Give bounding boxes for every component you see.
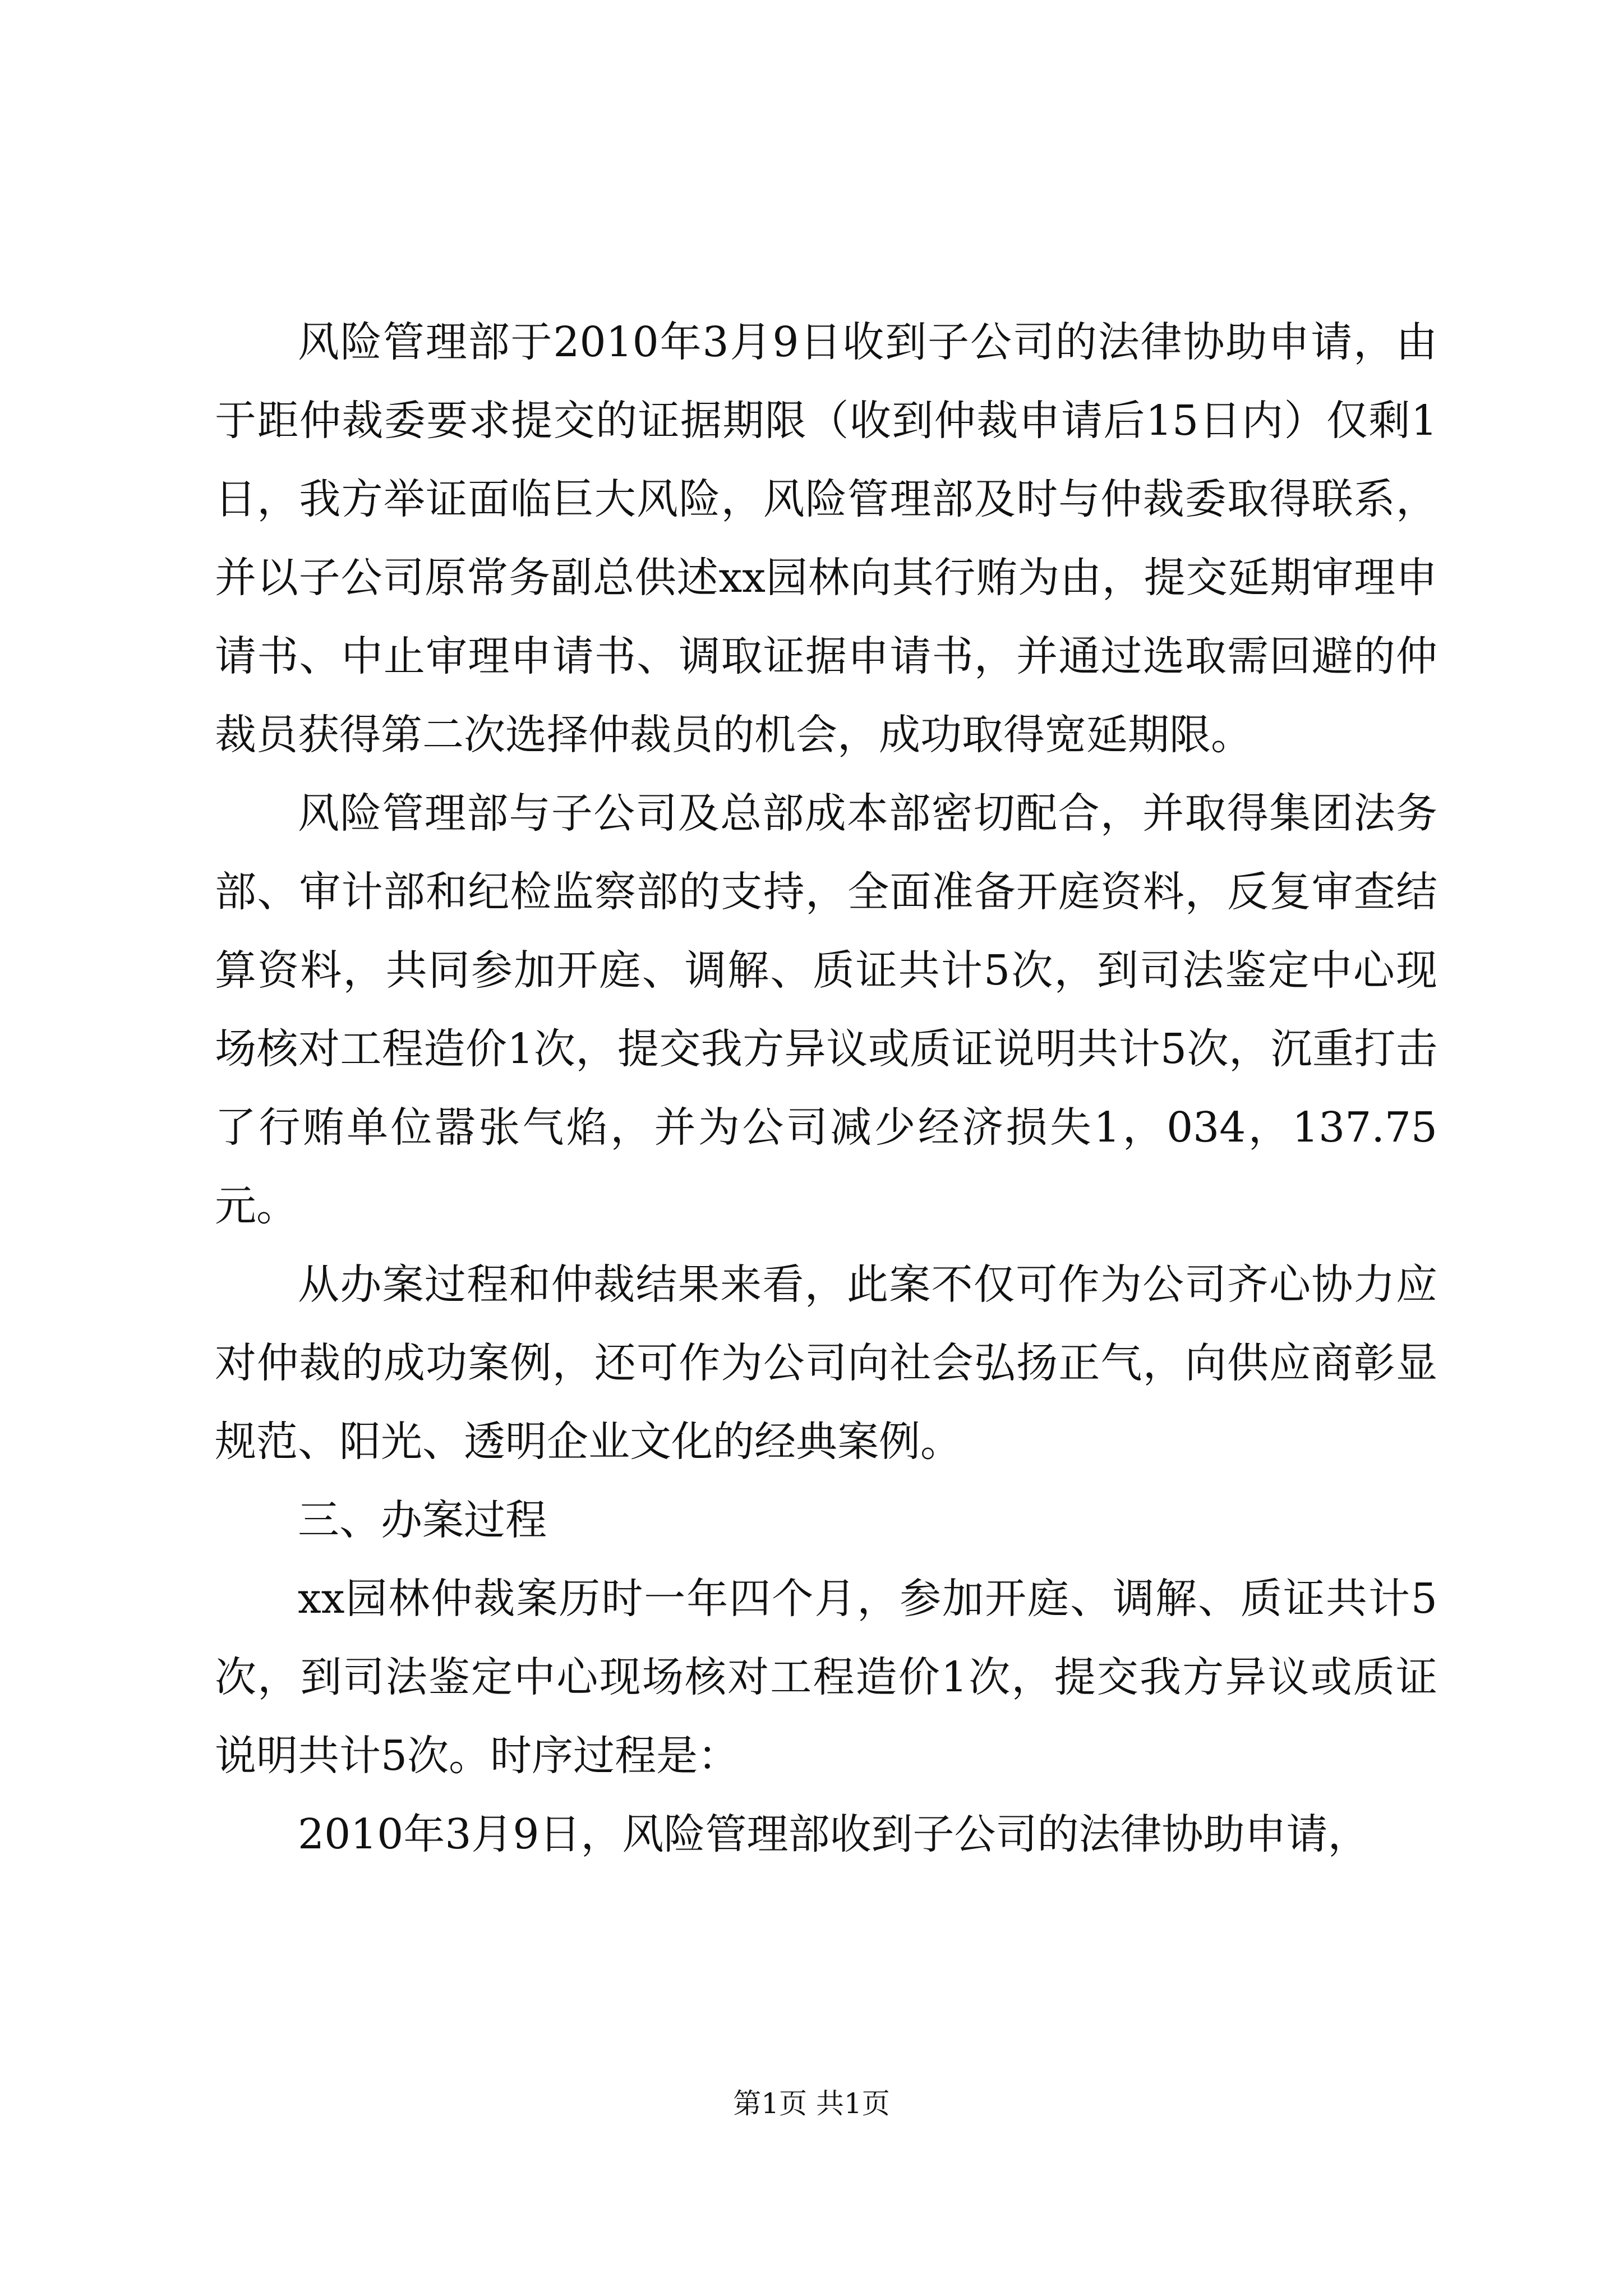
paragraph-evidence-deadline: 风险管理部于2010年3月9日收到子公司的法律协助申请，由于距仲裁委要求提交的证据期限（收到仲裁申请后15日内）仅剩1日，我方举证面临巨大风险，风险管理部及时与仲裁委取得联系，并以子公司原常务副总供述xx园林向其行贿为由，提交延期审理申请书、中止审理申请书、调取证据申请书，并通过选取需回避的仲裁员获得第二次选择仲裁员的机会，成功取得宽延期限。	[215, 318, 1437, 759]
document-body	[215, 303, 1437, 1874]
page-footer: 第1页 共1页	[733, 2087, 890, 2120]
paragraph-conclusion: 从办案过程和仲裁结果来看，此案不仅可作为公司齐心协力应对仲裁的成功案例，还可作为公司向社会弘扬正气，向供应商彰显规范、阳光、透明企业文化的经典案例。	[215, 1260, 1437, 1466]
paragraph-case-duration: xx园林仲裁案历时一年四个月，参加开庭、调解、质证共计5次，到司法鉴定中心现场核对工程造价1次，提交我方异议或质证说明共计5次。时序过程是：	[215, 1575, 1437, 1780]
paragraph-cooperation: 风险管理部与子公司及总部成本部密切配合，并取得集团法务部、审计部和纪检监察部的支持，全面准备开庭资料，反复审查结算资料，共同参加开庭、调解、质证共计5次，到司法鉴定中心现场核对工程造价1次，提交我方异议或质证说明共计5次，沉重打击了行贿单位嚣张气焰，并为公司减少经济损失1，034，137.75元。	[215, 789, 1437, 1230]
paragraph-timeline-start: 2010年3月9日，风险管理部收到子公司的法律协助申请，	[298, 1810, 1370, 1858]
section-heading: 三、办案过程	[298, 1496, 547, 1544]
